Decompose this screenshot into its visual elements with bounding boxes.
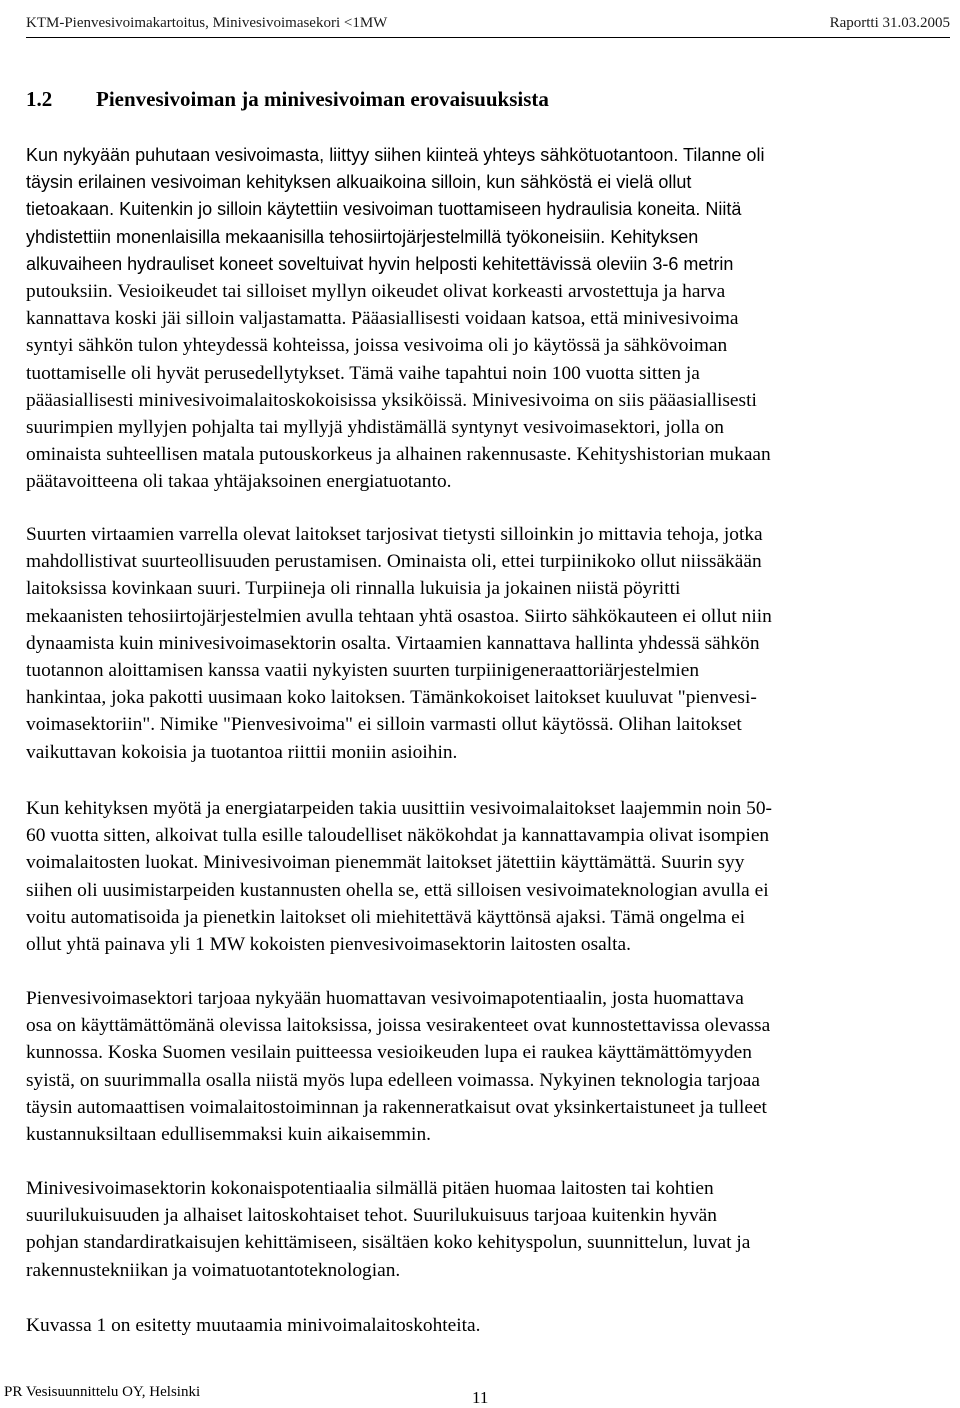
page-footer <box>0 1384 960 1408</box>
paragraph <box>26 142 944 496</box>
text-line: mekaanisten tehosiirtojärjestelmien avulla tehtaan yhtä osastoa. Siirto sähkökauteen ei ollut niin <box>26 605 772 627</box>
text-line: dynaamista kuin minivesivoimasektorin osalta. Virtaamien kannattava hallinta yhdessä sähkön <box>26 632 760 654</box>
text-line: pohjan standardiratkaisujen kehittämiseen, sisältäen koko kehityspolun, suunnittelun, luvat ja <box>26 1232 751 1254</box>
page-header <box>26 12 950 34</box>
text-line: suurilukuisuuden ja alhaiset laitoskohtaiset tehot. Suurilukuisuus tarjoaa kuitenkin hyvän <box>26 1205 717 1227</box>
text-line: Kuvassa 1 on esitetty muutaamia minivoimalaitoskohteita. <box>26 1315 481 1336</box>
text-line: yhdistettiin monenlaisilla mekaanisilla tehosiirtojärjestelmillä työkoneisiin. Kehityksen <box>26 226 699 247</box>
header-report-date: Raportti 31.03.2005 <box>829 15 950 31</box>
header-divider <box>26 37 950 38</box>
text-line: laitoksissa kovinkaan suuri. Turpiineja oli rinnalla lukuisia ja jokainen niistä pöyritti <box>26 578 681 600</box>
header-document-title: KTM-Pienvesivoimakartoitus, Minivesivoimasekori <1MW <box>26 15 388 31</box>
text-line: päätavoitteena oli takaa yhtäjaksoinen energiatuotanto. <box>26 471 452 493</box>
text-line: hankintaa, joka pakotti uusimaan koko laitoksen. Tämänkokoiset laitokset kuuluvat "pienvesi- <box>26 687 757 709</box>
text-line: kustannuksiltaan edullisemmaksi kuin aikaisemmin. <box>26 1124 431 1146</box>
text-line: pääasiallisesti minivesivoimalaitoskokoisissa yksiköissä. Minivesivoima on siis pääasiallisesti <box>26 389 757 411</box>
text-line: mahdollistivat suurteollisuuden perustamisen. Ominaista oli, ettei turpiinikoko ollut niissäkään <box>26 551 762 573</box>
footer-company: PR Vesisuunnittelu OY, Helsinki <box>4 1384 201 1400</box>
text-line: tuottamiselle oli hyvät perusedellytykset. Tämä vaihe tapahtui noin 100 vuotta sitten ja <box>26 362 700 384</box>
text-line: Kun nykyään puhutaan vesivoimasta, liittyy siihen kiinteä yhteys sähkötuotantoon. Tilanne oli <box>26 145 765 165</box>
text-line: ominaista suhteellisen matala putouskorkeus ja alhainen rakennusaste. Kehityshistorian mukaan <box>26 444 771 466</box>
text-line: Suurten virtaamien varrella olevat laitokset tarjosivat tietysti silloinkin jo mittavia tehoja, jotka <box>26 524 763 545</box>
text-line: Minivesivoimasektorin kokonaispotentiaalia silmällä pitäen huomaa laitosten tai kohtien <box>26 1178 714 1199</box>
text-line: syntyi sähkön tulon yhteydessä kohteissa, joissa vesivoima oli jo käytössä ja sähkövoiman <box>26 335 728 357</box>
paragraph <box>26 795 944 958</box>
paragraph <box>26 1175 944 1284</box>
section-heading <box>26 86 549 112</box>
paragraph <box>26 985 944 1148</box>
text-line: voitu automatisoida ja pienetkin laitokset oli miehitettävä käyttönsä ajaksi. Tämä ongelma ei <box>26 906 746 928</box>
text-line: täysin automaattisen voimalaitostoiminnan ja rakenneratkaisut ovat yksinkertaistuneet ja tulleet <box>26 1096 767 1118</box>
section-title: Pienvesivoiman ja minivesivoiman erovaisuuksista <box>96 87 549 111</box>
text-line: voimalaitosten luokat. Minivesivoiman pienemmät laitokset jätettiin käyttämättä. Suurin syy <box>26 852 745 874</box>
text-line: osa on käyttämättömänä olevissa laitoksissa, joissa vesirakenteet ovat kunnostettavissa olevassa <box>26 1015 771 1037</box>
text-line: tietoakaan. Kuitenkin jo silloin käytettiin vesivoiman tuottamiseen hydraulisia koneita. Niitä <box>26 199 742 220</box>
paragraph <box>26 1312 944 1339</box>
section-number: 1.2 <box>26 87 53 111</box>
text-line: täysin erilainen vesivoiman kehityksen alkuaikoina silloin, kun sähköstä ei vielä ollut <box>26 172 692 193</box>
text-line: ollut yhtä painava yli 1 MW kokoisten pienvesivoimasektorin laitosten osalta. <box>26 934 631 956</box>
page-number: 11 <box>472 1388 489 1407</box>
text-line: 60 vuotta sitten, alkoivat tulla esille taloudelliset näkökohdat ja kannattavampia olivat isompien <box>26 825 770 847</box>
text-line: tuotannon aloittamisen kanssa vaatii nykyisten suurten turpiinigeneraattoriärjestelmien <box>26 660 700 682</box>
text-line: rakennustekniikan ja voimatuotantoteknologian. <box>26 1259 401 1281</box>
text-line: Pienvesivoimasektori tarjoaa nykyään huomattavan vesivoimapotentiaalin, josta huomattava <box>26 988 744 1009</box>
text-line: suurimpien myllyjen pohjalta tai myllyjä yhdistämällä syntynyt vesivoimasektori, jolla on <box>26 417 724 439</box>
text-line: siihen oli uusimistarpeiden kustannusten ohella se, että silloisen vesivoimateknologian avulla ei <box>26 879 769 901</box>
text-line: kunnossa. Koska Suomen vesilain puitteessa vesioikeuden lupa ei raukea käyttämättömyyden <box>26 1042 752 1064</box>
text-line: kannattava koski jäi silloin valjastamatta. Pääasiallisesti voidaan katsoa, että minivesivoima <box>26 308 739 330</box>
text-line: Kun kehityksen myötä ja energiatarpeiden takia uusittiin vesivoimalaitokset laajemmin noin 50- <box>26 798 772 819</box>
text-line: voimasektoriin". Nimike "Pienvesivoima" ei silloin varmasti ollut käytössä. Olihan laitokset <box>26 714 742 736</box>
text-line: alkuvaiheen hydrauliset koneet soveltuivat hyvin helposti kehitettävissä oleviin 3-6 metrin <box>26 253 734 274</box>
paragraph <box>26 521 944 766</box>
text-line: vaikuttavan kokoisia ja tuotantoa riittii moniin asioihin. <box>26 741 458 763</box>
text-line: putouksiin. Vesioikeudet tai silloiset myllyn oikeudet olivat korkeasti arvostettuja ja harva <box>26 281 726 303</box>
text-line: syistä, on suurimmalla osalla niistä myös lupa edelleen voimassa. Nykyinen teknologia tarjoaa <box>26 1069 760 1091</box>
